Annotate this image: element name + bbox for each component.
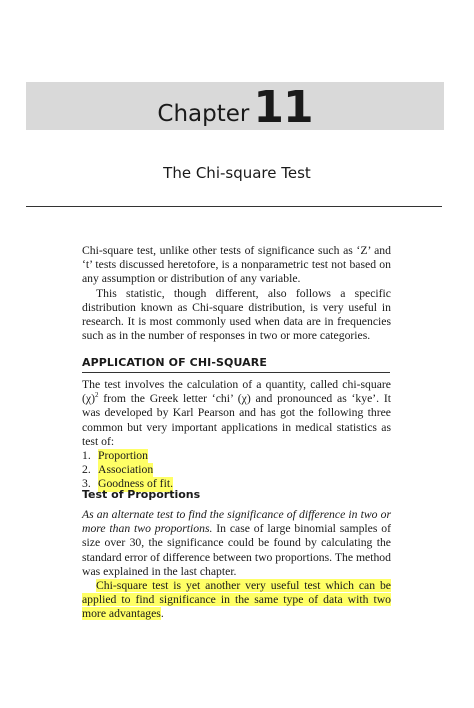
list-item (82, 463, 391, 477)
highlighted-text: Chi-square test is yet another very useful test which can be applied to find significance in the same type of data with two more advantages (82, 579, 391, 621)
proportions-paragraph-1 (82, 508, 391, 579)
proportions-italic: As an alternate test to find the significance of difference in two or more than two proportions. (82, 508, 391, 536)
application-paragraph (82, 378, 391, 449)
period: . (160, 607, 164, 621)
title-divider (26, 206, 442, 207)
chapter-word: Chapter (157, 101, 250, 127)
application-text-b: from the Greek letter ‘chi’ (χ) and pronounced as ‘kye’. It was developed by Karl Pearson and has got the following three common but very important applications in medical statistics as test of: (82, 392, 391, 448)
list-number: 1. (82, 449, 91, 463)
superscript-two: 2 (94, 391, 99, 400)
application-heading: APPLICATION OF CHI-SQUARE (82, 356, 267, 369)
proportions-text: In case of large binomial samples of size over 30, the significance could be found by calculating the standard error of difference between two proportions. The method was explained in the last chapter. (82, 522, 391, 578)
proportions-paragraph-2 (82, 579, 391, 622)
application-section (82, 378, 391, 492)
intro-paragraph-2: This statistic, though different, also follows a specific distribution known as Chi-square distribution, is very useful in research. It is most commonly used when data are in frequencies such as in the number of responses in two or more categories. (82, 286, 391, 343)
list-label-goodness-of-fit: Goodness of fit. (98, 477, 173, 491)
list-number: 2. (82, 463, 91, 477)
intro-section (82, 244, 391, 343)
proportions-heading: Test of Proportions (82, 488, 201, 501)
list-item (82, 449, 391, 463)
list-label-association: Association (98, 463, 154, 477)
chapter-title: The Chi-square Test (163, 164, 311, 182)
application-text-a: The test involves the calculation of a quantity, called chi-square (χ) (82, 378, 391, 406)
list-label-proportion: Proportion (98, 449, 148, 463)
applications-list (82, 449, 391, 492)
intro-paragraph-1: Chi-square test, unlike other tests of significance such as ‘Z’ and ‘t’ tests discussed heretofore, is a nonparametric test not based on any assumption or distribution of any variable. (82, 244, 391, 286)
chapter-heading (26, 82, 444, 133)
chapter-number: 11 (253, 82, 313, 133)
application-heading-rule (82, 372, 390, 373)
proportions-section (82, 508, 391, 622)
list-number: 3. (82, 477, 91, 491)
